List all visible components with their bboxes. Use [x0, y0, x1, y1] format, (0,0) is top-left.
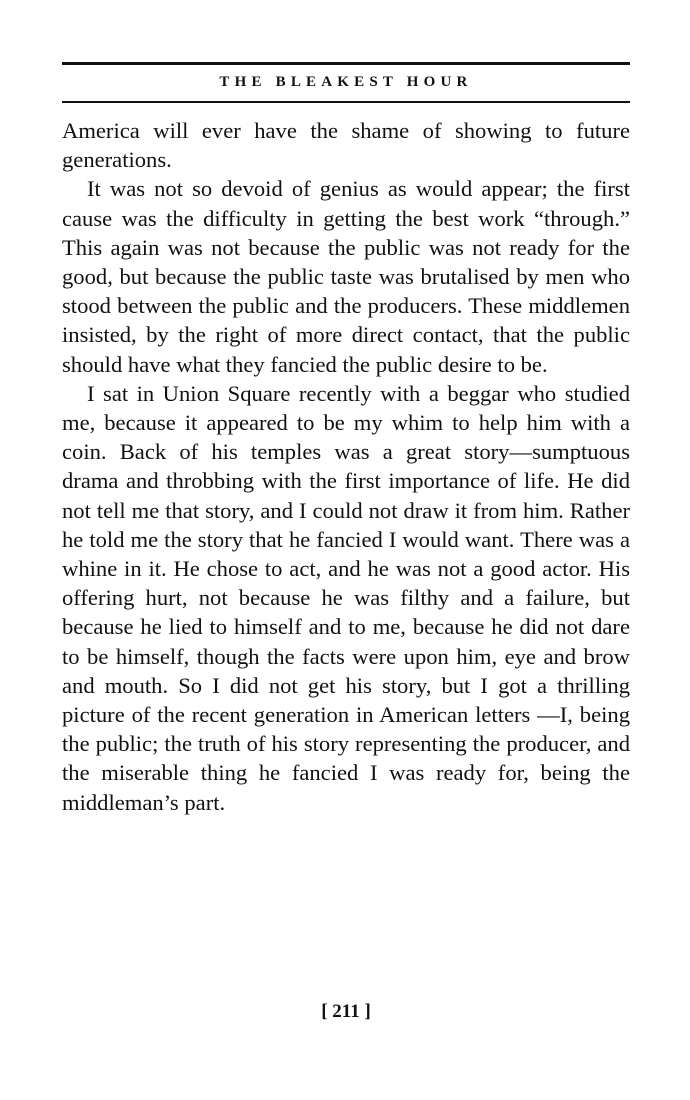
- running-head: THE BLEAKEST HOUR: [219, 74, 473, 90]
- paragraph-beggar: I sat in Union Square recently with a beggar who studied me, because it appeared to be my whim to help him with a coin. Back of his temples was a great story—sumptuous drama and throbbing with the first importance of life. He did not tell me that story, and I could not draw it from him. Rather he told me the story that he fancied I would want. There was a whine in it. He chose to act, and he was not a good actor. His offering hurt, not because he was filthy and a failure, but because he lied to himself and to me, because he did not dare to be himself, though the facts were upon him, eye and brow and mouth. So I did not get his story, but I got a thrilling picture of the recent generation in American letters —I, being the public; the truth of his story representing the producer, and the miserable thing he fancied I was ready for, being the middleman’s part.: [62, 380, 630, 815]
- paragraph-genius: It was not so devoid of genius as would appear; the first cause was the difficulty in getting the best work “through.” This again was not because the public was not ready for the good, but because the public taste was brutalised by men who stood between the public and the producers. These middlemen insisted, by the right of more direct contact, that the public should have what they fancied the public desire to be.: [62, 176, 630, 377]
- page-number: [ 211 ]: [321, 1001, 371, 1022]
- header-rule-bottom: [62, 101, 630, 103]
- header-rule-top: [62, 62, 630, 65]
- book-page: [62, 0, 630, 1100]
- paragraph-continuation: America will ever have the shame of showing to future generations.: [62, 118, 630, 173]
- body-text: [62, 116, 630, 817]
